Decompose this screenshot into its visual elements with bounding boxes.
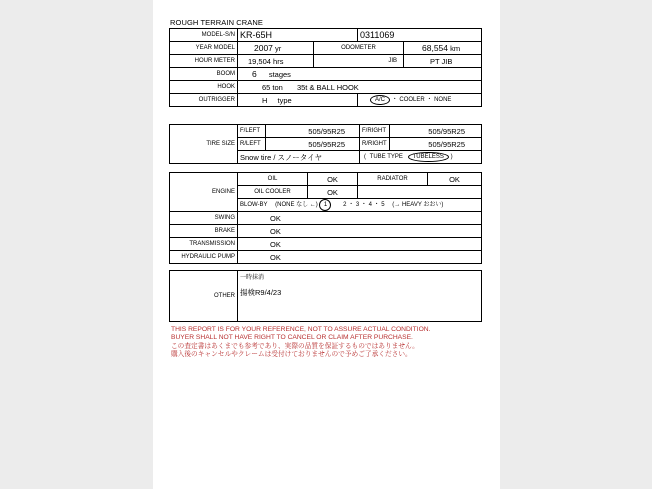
snow-tire: Snow tire / スノータイヤ: [238, 151, 360, 164]
blowby-2: 2: [343, 202, 347, 208]
blowby-label: BLOW-BY: [240, 202, 268, 208]
hook-cell: [238, 81, 482, 94]
odometer-cell: [404, 42, 482, 55]
transmission-label: TRANSMISSION: [170, 238, 238, 251]
blowby-3: 3: [355, 202, 360, 208]
tire-size-label: TIRE SIZE: [170, 125, 238, 164]
tube-type-cell: [360, 151, 482, 164]
r-left-label: R/LEFT: [238, 138, 266, 151]
engine-table: [169, 172, 482, 264]
oil-cooler-value: OK: [308, 186, 358, 199]
hydraulic-pump-value: OK: [238, 251, 482, 264]
document-title: ROUGH TERRAIN CRANE: [170, 18, 264, 27]
outrigger-value: H: [262, 95, 268, 105]
other-label: OTHER: [170, 271, 238, 322]
engine-label: ENGINE: [170, 173, 238, 212]
radiator-label: RADIATOR: [358, 173, 428, 186]
radiator-value: OK: [428, 173, 482, 186]
swing-value: OK: [238, 212, 482, 225]
blowby-5: 5: [381, 202, 385, 208]
disclaimer-line3: この査定書はあくまでも参考であり、実際の品質を保証するものではありません。: [171, 342, 419, 350]
blowby-heavy: (→ HEAVY おおい): [392, 202, 444, 208]
hydraulic-pump-label: HYDRAULIC PUMP: [170, 251, 238, 264]
blowby-cell: [238, 199, 482, 212]
jib-label: JIB: [314, 55, 404, 68]
brake-label: BRAKE: [170, 225, 238, 238]
r-right-value: 505/95R25: [390, 138, 482, 151]
serial-value: 0311069: [358, 29, 482, 42]
model-value: KR-65H: [238, 29, 358, 42]
aircon-separator: ・: [391, 96, 398, 103]
blowby-4: 4: [368, 202, 372, 208]
odometer-value: 68,554: [422, 42, 449, 53]
odometer-label: ODOMETER: [314, 42, 404, 55]
disclaimer-line4: 購入後のキャンセルやクレームは受付けておりませんので予めご了承ください。: [171, 350, 412, 358]
oil-label: OIL: [238, 173, 308, 186]
tubeless-selected: TUBELESS: [408, 152, 449, 162]
outrigger-label: OUTRIGGER: [170, 94, 238, 107]
aircon-option-none: NONE: [434, 96, 452, 103]
aircon-separator: ・: [426, 96, 433, 103]
model-sn-label: MODEL-S/N: [170, 29, 238, 42]
f-left-label: F/LEFT: [238, 125, 266, 138]
other-note-line2: 揚検R9/4/23: [240, 288, 282, 297]
oil-cooler-label: OIL COOLER: [238, 186, 308, 199]
disclaimer: [171, 326, 491, 359]
blowby-none: (NONE なし ←): [275, 202, 318, 208]
year-model-unit: yr: [275, 43, 282, 53]
general-info-table: [169, 28, 482, 107]
f-right-label: F/RIGHT: [360, 125, 390, 138]
brake-value: OK: [238, 225, 482, 238]
year-model-value: 2007: [254, 42, 273, 53]
blowby-dot: ・: [373, 202, 380, 208]
disclaimer-line1: THIS REPORT IS FOR YOUR REFERENCE, NOT TO ASSURE ACTUAL CONDITION.: [171, 326, 431, 333]
aircon-cell: [358, 94, 482, 107]
oil-cooler-blank: [358, 186, 482, 199]
f-right-value: 505/95R25: [390, 125, 482, 138]
aircon-option-cooler: COOLER: [399, 96, 425, 103]
blowby-dot: ・: [348, 202, 355, 208]
jib-value: PT JIB: [404, 55, 482, 68]
blowby-selected-1: 1: [319, 199, 331, 211]
hook-label: HOOK: [170, 81, 238, 94]
year-model-cell: [238, 42, 314, 55]
year-model-label: YEAR MODEL: [170, 42, 238, 55]
oil-value: OK: [308, 173, 358, 186]
hour-meter-label: HOUR METER: [170, 55, 238, 68]
other-note-line1: 一時抹消: [240, 275, 265, 281]
boom-value: 6: [252, 68, 257, 79]
swing-label: SWING: [170, 212, 238, 225]
boom-unit: stages: [268, 69, 291, 79]
blowby-dot: ・: [360, 202, 367, 208]
transmission-value: OK: [238, 238, 482, 251]
tube-type-option: TUBE TYPE: [369, 153, 403, 160]
boom-cell: [238, 68, 482, 81]
other-notes: [238, 271, 482, 322]
tire-table: [169, 124, 482, 164]
hook-value: 65 ton: [262, 82, 283, 92]
hook-extra: 35t & BALL HOOK: [296, 82, 359, 92]
disclaimer-line2: BUYER SHALL NOT HAVE RIGHT TO CANCEL OR CLAIM AFTER PURCHASE.: [171, 334, 413, 342]
outrigger-cell: [238, 94, 358, 107]
outrigger-unit: type: [277, 95, 292, 105]
hour-meter-value: 19,504 hrs: [238, 55, 314, 68]
tube-paren-close: ): [450, 153, 453, 160]
other-table: [169, 270, 482, 322]
boom-label: BOOM: [170, 68, 238, 81]
f-left-value: 505/95R25: [266, 125, 360, 138]
odometer-unit: km: [450, 43, 461, 53]
aircon-selected-ac: A/C: [370, 95, 390, 105]
r-left-value: 505/95R25: [266, 138, 360, 151]
tube-paren-open: (: [364, 153, 366, 160]
r-right-label: R/RIGHT: [360, 138, 390, 151]
